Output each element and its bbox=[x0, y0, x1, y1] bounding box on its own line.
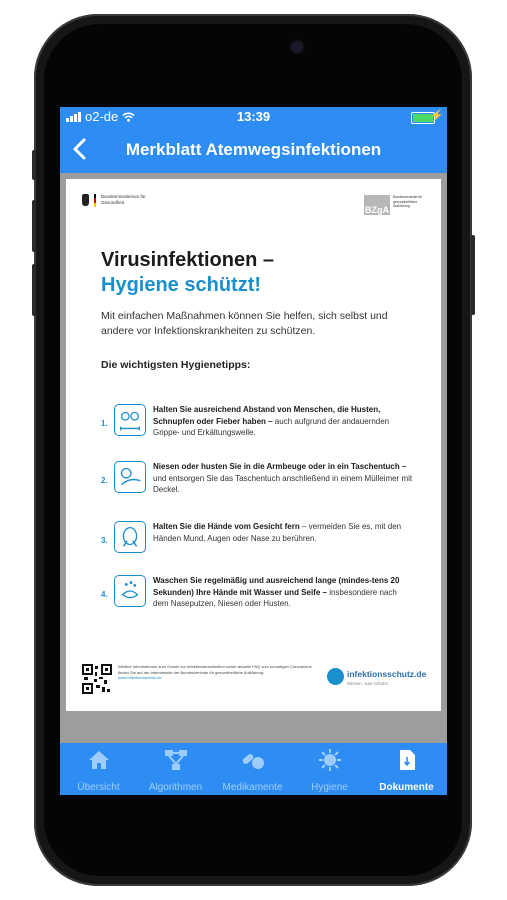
front-camera bbox=[291, 41, 303, 53]
tip-text: Waschen Sie regelmäßig und ausreichend lange (mindes-tens 20 Sekunden) Ihre Hände mit Wasser und Seife – insbesondere nach dem Naseputzen, Niesen oder Husten. bbox=[153, 576, 400, 608]
pills-icon bbox=[241, 748, 265, 772]
charging-icon: ⚡ bbox=[430, 110, 444, 122]
tip-number: 2. bbox=[101, 476, 108, 485]
nav-title: Merkblatt Atemwegsinfektionen bbox=[125, 140, 382, 159]
footer-link[interactable]: www.infektionsschutz.de bbox=[118, 675, 162, 680]
document-page[interactable] bbox=[66, 179, 441, 711]
brand-claim: Wissen, was schützt. bbox=[347, 681, 390, 686]
tip-text: Halten Sie die Hände vom Gesicht fern – vermeiden Sie es, mit den Händen Mund, Augen oder Nase zu berühren. bbox=[153, 522, 402, 543]
doc-title: Virusinfektionen – bbox=[101, 249, 275, 271]
tab-label: Algorithmen bbox=[148, 782, 203, 793]
tab-bar bbox=[60, 743, 447, 795]
tab-dokumente[interactable] bbox=[368, 743, 445, 795]
infektionsschutz-icon bbox=[327, 668, 344, 685]
power-button bbox=[471, 235, 475, 315]
carrier-label: o2-de bbox=[85, 109, 119, 124]
footer-text: Weitere Informationen zum Schutz vor Infektionskrankheiten sowie aktuelle FAQ zum neuartigen Coronavirus finden Sie auf der Internetseite der Bundeszentrale für gesundheitliche Aufklärung: www.infektionsschutz.de bbox=[118, 664, 312, 680]
tip-item bbox=[101, 461, 421, 505]
tip-item bbox=[101, 575, 421, 619]
tab-medikamente[interactable] bbox=[214, 743, 291, 795]
volume-down-button bbox=[32, 264, 36, 316]
sneeze-icon bbox=[114, 461, 146, 493]
doc-intro: Mit einfachen Maßnahmen können Sie helfen, sich selbst und andere vor Infektionskrankheiten zu schützen. bbox=[101, 310, 388, 337]
bzga-logo bbox=[364, 195, 427, 215]
flag-icon bbox=[94, 194, 96, 207]
tip-text: Halten Sie ausreichend Abstand von Menschen, die Husten, Schnupfen oder Fieber haben – auch aufgrund der andauernden Grippe- und Erkältungswelle. bbox=[153, 405, 390, 437]
qr-code-icon bbox=[82, 664, 112, 694]
tab-hygiene[interactable] bbox=[291, 743, 368, 795]
doc-footer bbox=[82, 664, 427, 700]
clock: 13:39 bbox=[236, 109, 271, 124]
tab-algorithmen[interactable] bbox=[137, 743, 214, 795]
status-bar bbox=[60, 107, 447, 127]
tip-item bbox=[101, 521, 421, 565]
tab-label: Dokumente bbox=[379, 782, 434, 793]
document-icon bbox=[395, 748, 419, 772]
tip-item bbox=[101, 404, 421, 448]
tip-number: 4. bbox=[101, 590, 108, 599]
tab-uebersicht[interactable] bbox=[60, 743, 137, 795]
infektionsschutz-logo bbox=[327, 666, 427, 692]
mute-switch bbox=[32, 150, 36, 180]
tip-text: Niesen oder husten Sie in die Armbeuge oder in ein Taschentuch – und entsorgen Sie das Taschentuch anschließend in einem Mülleimer mit Deckel. bbox=[153, 462, 413, 494]
tips-heading: Die wichtigsten Hygienetipps: bbox=[101, 359, 251, 371]
home-icon bbox=[87, 748, 111, 772]
tab-label: Übersicht bbox=[77, 782, 120, 793]
tab-label: Medikamente bbox=[222, 782, 283, 793]
brand-name: infektionsschutz.de bbox=[347, 669, 427, 679]
volume-up-button bbox=[32, 200, 36, 252]
tip-number: 1. bbox=[101, 419, 108, 428]
distance-icon bbox=[114, 404, 146, 436]
bzga-logo-text: Bundeszentrale für gesundheitliche Aufklärung bbox=[393, 195, 423, 208]
tab-label: Hygiene bbox=[311, 782, 348, 793]
bmg-logo bbox=[82, 194, 151, 207]
virus-icon bbox=[318, 748, 342, 772]
face-icon bbox=[114, 521, 146, 553]
doc-subtitle-colored: Hygiene schützt! bbox=[101, 274, 262, 296]
screen bbox=[60, 107, 447, 795]
bzga-box: BZgA bbox=[364, 195, 390, 215]
nav-bar bbox=[60, 127, 447, 173]
handwash-icon bbox=[114, 575, 146, 607]
bmg-logo-text: Bundesministerium für Gesundheit bbox=[101, 194, 146, 205]
tip-number: 3. bbox=[101, 536, 108, 545]
flowchart-icon bbox=[164, 748, 188, 772]
eagle-icon bbox=[82, 194, 89, 206]
